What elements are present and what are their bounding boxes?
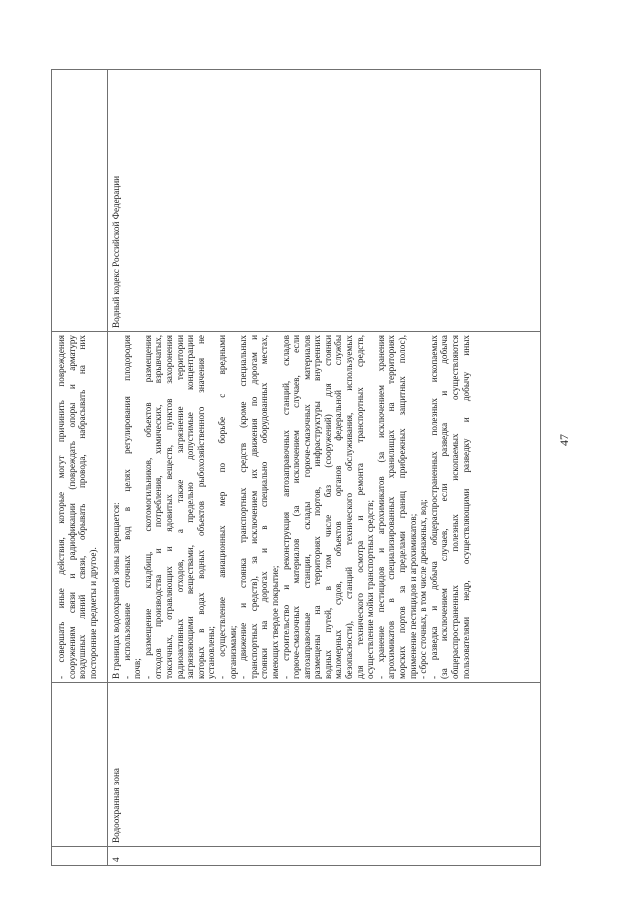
text-line: которых в водах водных объектов рыбохозяйственного значения не bbox=[195, 335, 206, 679]
text-line: морских портов за пределами границ прибрежных защитных полос), bbox=[397, 335, 408, 679]
text-line: размещены на территориях портов, инфраструктуры внутренних bbox=[312, 335, 323, 679]
text-line: - сброс сточных, в том числе дренажных, вод; bbox=[418, 499, 429, 679]
text-line: водных путей, в том числе баз (сооружений) для стоянки bbox=[322, 335, 333, 679]
row-divider bbox=[107, 70, 108, 865]
text-line: посторонние предметы и другое). bbox=[87, 547, 98, 679]
page-number: 47 bbox=[557, 434, 571, 446]
regulations-table bbox=[51, 69, 541, 866]
text-line: организмами; bbox=[227, 625, 238, 679]
text-line: - осуществление авиационных мер по борьбе с вредными bbox=[216, 335, 227, 679]
text-line: - строительство и реконструкция автозаправочных станций, складов bbox=[280, 335, 291, 679]
text-line: отходов производства и потребления, химических, взрывчатых, bbox=[153, 335, 164, 679]
column-divider bbox=[52, 846, 540, 847]
text-line: почв; bbox=[132, 658, 143, 679]
text-line: маломерных судов, объектов органов федеральной службы bbox=[333, 335, 344, 679]
row-number: 4 bbox=[111, 857, 121, 862]
text-line: автозаправочные станции, склады горюче-смазочных материалов bbox=[301, 335, 312, 679]
text-line: воздушных линий связи, обрывать провода, набрасывать на них bbox=[77, 335, 88, 679]
zone-name: Водоохранная зона bbox=[111, 768, 121, 843]
text-line: токсичных, отравляющих и ядовитых веществ, пунктов захоронения bbox=[163, 335, 174, 679]
legal-basis: Водный кодекс Российской Федерации bbox=[111, 175, 121, 328]
text-line: применение пестицидов и агрохимикатов; bbox=[407, 513, 418, 679]
text-line: - размещение кладбищ, скотомогильников, объектов размещения bbox=[142, 335, 153, 679]
text-line: горюче-смазочных материалов (за исключением случаев, если bbox=[291, 335, 302, 679]
column-divider bbox=[52, 331, 540, 332]
text-line: установлены; bbox=[206, 626, 217, 679]
text-line: - хранение пестицидов и агрохимикатов (за исключением хранения bbox=[375, 335, 386, 679]
text-line: загрязняющими веществами, предельно допустимые концентрации bbox=[185, 335, 196, 679]
text-line: для технического осмотра и ремонта транспортных средств, bbox=[354, 335, 365, 679]
text-line: сооружениям связи и радиофикации (повреждать опоры и арматуру bbox=[66, 335, 77, 679]
text-line: осуществление мойки транспортных средств; bbox=[365, 500, 376, 679]
text-line: имеющих твердое покрытие; bbox=[269, 565, 280, 679]
table-cell-prev-restrictions bbox=[56, 335, 98, 679]
text-line: общераспространенных полезных ископаемых осуществляются bbox=[450, 335, 460, 679]
text-line: В границах водоохранной зоны запрещается: bbox=[111, 502, 121, 679]
text-line: - движение и стоянка транспортных средств (кроме специальных bbox=[238, 335, 249, 679]
text-line: стоянки на дорогах и в специально оборудованных местах, bbox=[259, 335, 270, 679]
text-line: - использование сточных вод в целях регулирования плодородия bbox=[121, 335, 132, 679]
text-line: (за исключением случаев, если разведка и добыча bbox=[439, 335, 450, 679]
text-line: пользователями недр, осуществляющими разведку и добычу иных bbox=[460, 335, 471, 679]
text-line: радиоактивных отходов, а также загрязнение территории bbox=[174, 335, 185, 679]
text-line: транспортных средств), за исключением их движения по дорогам и bbox=[248, 335, 259, 679]
table-cell-restrictions bbox=[111, 335, 471, 679]
column-divider bbox=[52, 682, 540, 683]
text-line: - разведка и добыча общераспространенных полезных ископаемых bbox=[428, 335, 439, 679]
text-line: - совершать иные действия, которые могут причинить повреждения bbox=[56, 335, 66, 679]
text-line: безопасности), станций технического обслуживания, используемых bbox=[344, 335, 355, 679]
text-line: агрохимикатов в специализированных хранилищах на территориях bbox=[386, 335, 397, 679]
